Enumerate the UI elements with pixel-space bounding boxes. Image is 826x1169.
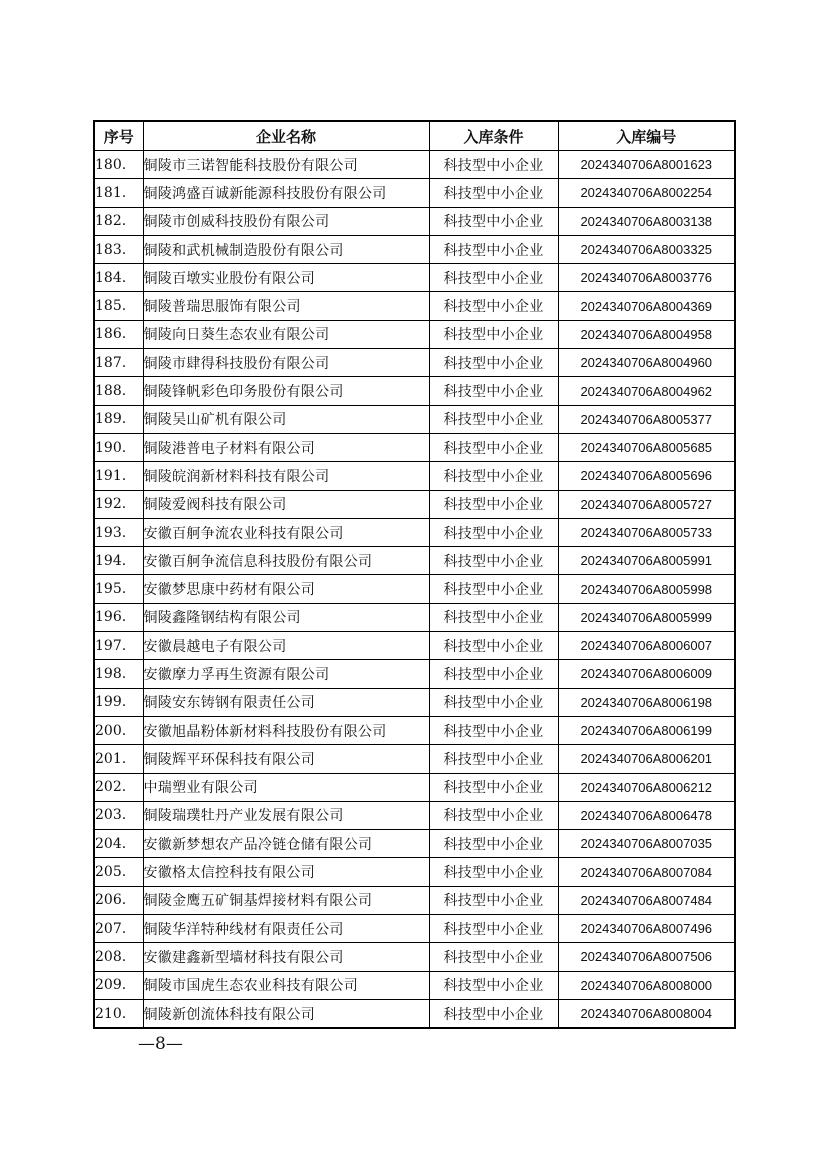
admission-code: 2024340706A8006201 bbox=[558, 745, 735, 773]
admission-code: 2024340706A8005685 bbox=[558, 433, 735, 461]
row-index: 188. bbox=[94, 377, 143, 405]
row-index: 191. bbox=[94, 462, 143, 490]
admission-code: 2024340706A8004958 bbox=[558, 320, 735, 348]
admission-condition: 科技型中小企业 bbox=[429, 349, 558, 377]
enterprise-name: 铜陵华洋特种线材有限责任公司 bbox=[143, 915, 429, 943]
admission-condition: 科技型中小企业 bbox=[429, 235, 558, 263]
enterprise-name: 铜陵瑞璞牡丹产业发展有限公司 bbox=[143, 801, 429, 829]
table-row bbox=[94, 462, 735, 490]
admission-code: 2024340706A8003325 bbox=[558, 235, 735, 263]
admission-code: 2024340706A8007484 bbox=[558, 886, 735, 914]
table-row bbox=[94, 235, 735, 263]
admission-code: 2024340706A8006199 bbox=[558, 716, 735, 744]
admission-condition: 科技型中小企业 bbox=[429, 490, 558, 518]
table-row bbox=[94, 999, 735, 1028]
row-index: 206. bbox=[94, 886, 143, 914]
admission-code: 2024340706A8006212 bbox=[558, 773, 735, 801]
table-row bbox=[94, 490, 735, 518]
table-row bbox=[94, 773, 735, 801]
admission-condition: 科技型中小企业 bbox=[429, 518, 558, 546]
table-row bbox=[94, 943, 735, 971]
admission-code: 2024340706A8006198 bbox=[558, 688, 735, 716]
row-index: 207. bbox=[94, 915, 143, 943]
enterprise-name: 安徽新梦想农产品冷链仓储有限公司 bbox=[143, 830, 429, 858]
page-number: —8— bbox=[138, 1034, 183, 1054]
row-index: 201. bbox=[94, 745, 143, 773]
enterprise-name: 安徽百舸争流信息科技股份有限公司 bbox=[143, 547, 429, 575]
admission-code: 2024340706A8008000 bbox=[558, 971, 735, 999]
admission-code: 2024340706A8006007 bbox=[558, 632, 735, 660]
enterprise-name: 铜陵爱阀科技有限公司 bbox=[143, 490, 429, 518]
table-row bbox=[94, 575, 735, 603]
row-index: 184. bbox=[94, 264, 143, 292]
admission-code: 2024340706A8005998 bbox=[558, 575, 735, 603]
enterprise-name: 安徽百舸争流农业科技有限公司 bbox=[143, 518, 429, 546]
admission-code: 2024340706A8005696 bbox=[558, 462, 735, 490]
row-index: 205. bbox=[94, 858, 143, 886]
table-row bbox=[94, 603, 735, 631]
header-code: 入库编号 bbox=[558, 121, 735, 151]
row-index: 182. bbox=[94, 207, 143, 235]
enterprise-name: 铜陵市肆得科技股份有限公司 bbox=[143, 349, 429, 377]
row-index: 202. bbox=[94, 773, 143, 801]
admission-condition: 科技型中小企业 bbox=[429, 264, 558, 292]
admission-code: 2024340706A8002254 bbox=[558, 179, 735, 207]
table-row bbox=[94, 688, 735, 716]
row-index: 209. bbox=[94, 971, 143, 999]
table-row bbox=[94, 151, 735, 179]
row-index: 193. bbox=[94, 518, 143, 546]
admission-code: 2024340706A8005727 bbox=[558, 490, 735, 518]
admission-condition: 科技型中小企业 bbox=[429, 207, 558, 235]
table-row bbox=[94, 915, 735, 943]
admission-condition: 科技型中小企业 bbox=[429, 547, 558, 575]
admission-code: 2024340706A8005377 bbox=[558, 405, 735, 433]
enterprise-name: 铜陵皖润新材料科技有限公司 bbox=[143, 462, 429, 490]
table-row bbox=[94, 801, 735, 829]
admission-condition: 科技型中小企业 bbox=[429, 660, 558, 688]
admission-code: 2024340706A8003776 bbox=[558, 264, 735, 292]
admission-condition: 科技型中小企业 bbox=[429, 433, 558, 461]
admission-condition: 科技型中小企业 bbox=[429, 151, 558, 179]
enterprise-name: 铜陵百墩实业股份有限公司 bbox=[143, 264, 429, 292]
enterprise-name: 铜陵市三诺智能科技股份有限公司 bbox=[143, 151, 429, 179]
table-row bbox=[94, 886, 735, 914]
enterprise-name: 安徽摩力孚再生资源有限公司 bbox=[143, 660, 429, 688]
admission-condition: 科技型中小企业 bbox=[429, 745, 558, 773]
admission-code: 2024340706A8005991 bbox=[558, 547, 735, 575]
admission-code: 2024340706A8008004 bbox=[558, 999, 735, 1028]
admission-condition: 科技型中小企业 bbox=[429, 292, 558, 320]
admission-condition: 科技型中小企业 bbox=[429, 405, 558, 433]
row-index: 187. bbox=[94, 349, 143, 377]
admission-code: 2024340706A8001623 bbox=[558, 151, 735, 179]
admission-condition: 科技型中小企业 bbox=[429, 603, 558, 631]
table-row bbox=[94, 660, 735, 688]
row-index: 194. bbox=[94, 547, 143, 575]
admission-condition: 科技型中小企业 bbox=[429, 915, 558, 943]
admission-code: 2024340706A8007035 bbox=[558, 830, 735, 858]
row-index: 200. bbox=[94, 716, 143, 744]
row-index: 204. bbox=[94, 830, 143, 858]
row-index: 183. bbox=[94, 235, 143, 263]
admission-condition: 科技型中小企业 bbox=[429, 632, 558, 660]
enterprise-table bbox=[93, 120, 736, 1029]
enterprise-name: 铜陵金鹰五矿铜基焊接材料有限公司 bbox=[143, 886, 429, 914]
admission-condition: 科技型中小企业 bbox=[429, 462, 558, 490]
row-index: 208. bbox=[94, 943, 143, 971]
enterprise-name: 安徽晨越电子有限公司 bbox=[143, 632, 429, 660]
admission-code: 2024340706A8007084 bbox=[558, 858, 735, 886]
admission-code: 2024340706A8007506 bbox=[558, 943, 735, 971]
table-body bbox=[94, 151, 735, 1029]
admission-code: 2024340706A8003138 bbox=[558, 207, 735, 235]
table-row bbox=[94, 632, 735, 660]
enterprise-name: 铜陵和武机械制造股份有限公司 bbox=[143, 235, 429, 263]
admission-code: 2024340706A8004960 bbox=[558, 349, 735, 377]
table-row bbox=[94, 292, 735, 320]
enterprise-name: 铜陵新创流体科技有限公司 bbox=[143, 999, 429, 1028]
row-index: 180. bbox=[94, 151, 143, 179]
admission-condition: 科技型中小企业 bbox=[429, 801, 558, 829]
table-row bbox=[94, 264, 735, 292]
admission-condition: 科技型中小企业 bbox=[429, 999, 558, 1028]
admission-condition: 科技型中小企业 bbox=[429, 716, 558, 744]
admission-condition: 科技型中小企业 bbox=[429, 858, 558, 886]
enterprise-name: 铜陵鸿盛百诚新能源科技股份有限公司 bbox=[143, 179, 429, 207]
table-row bbox=[94, 716, 735, 744]
admission-condition: 科技型中小企业 bbox=[429, 575, 558, 603]
enterprise-name: 铜陵港普电子材料有限公司 bbox=[143, 433, 429, 461]
table-header-row bbox=[94, 121, 735, 151]
admission-condition: 科技型中小企业 bbox=[429, 179, 558, 207]
table-row bbox=[94, 830, 735, 858]
table-row bbox=[94, 971, 735, 999]
enterprise-name: 铜陵向日葵生态农业有限公司 bbox=[143, 320, 429, 348]
table-row bbox=[94, 207, 735, 235]
table-row bbox=[94, 320, 735, 348]
enterprise-name: 安徽梦思康中药材有限公司 bbox=[143, 575, 429, 603]
table-row bbox=[94, 377, 735, 405]
table-row bbox=[94, 179, 735, 207]
enterprise-name: 铜陵吴山矿机有限公司 bbox=[143, 405, 429, 433]
enterprise-name: 铜陵锋帆彩色印务股份有限公司 bbox=[143, 377, 429, 405]
header-condition: 入库条件 bbox=[429, 121, 558, 151]
admission-condition: 科技型中小企业 bbox=[429, 773, 558, 801]
table-row bbox=[94, 858, 735, 886]
enterprise-name: 中瑞塑业有限公司 bbox=[143, 773, 429, 801]
admission-code: 2024340706A8006009 bbox=[558, 660, 735, 688]
header-enterprise-name: 企业名称 bbox=[143, 121, 429, 151]
admission-condition: 科技型中小企业 bbox=[429, 830, 558, 858]
table-row bbox=[94, 405, 735, 433]
admission-condition: 科技型中小企业 bbox=[429, 688, 558, 716]
enterprise-name: 铜陵市创威科技股份有限公司 bbox=[143, 207, 429, 235]
admission-code: 2024340706A8005999 bbox=[558, 603, 735, 631]
table-row bbox=[94, 547, 735, 575]
row-index: 186. bbox=[94, 320, 143, 348]
admission-code: 2024340706A8004962 bbox=[558, 377, 735, 405]
admission-code: 2024340706A8004369 bbox=[558, 292, 735, 320]
row-index: 189. bbox=[94, 405, 143, 433]
enterprise-name: 安徽旭晶粉体新材料科技股份有限公司 bbox=[143, 716, 429, 744]
row-index: 199. bbox=[94, 688, 143, 716]
table-row bbox=[94, 518, 735, 546]
table-row bbox=[94, 433, 735, 461]
row-index: 210. bbox=[94, 999, 143, 1028]
enterprise-name: 安徽建鑫新型墙材科技有限公司 bbox=[143, 943, 429, 971]
row-index: 181. bbox=[94, 179, 143, 207]
row-index: 195. bbox=[94, 575, 143, 603]
enterprise-name: 铜陵鑫隆钢结构有限公司 bbox=[143, 603, 429, 631]
row-index: 197. bbox=[94, 632, 143, 660]
admission-code: 2024340706A8005733 bbox=[558, 518, 735, 546]
row-index: 185. bbox=[94, 292, 143, 320]
row-index: 196. bbox=[94, 603, 143, 631]
admission-condition: 科技型中小企业 bbox=[429, 377, 558, 405]
admission-condition: 科技型中小企业 bbox=[429, 886, 558, 914]
row-index: 198. bbox=[94, 660, 143, 688]
enterprise-name: 铜陵市国虎生态农业科技有限公司 bbox=[143, 971, 429, 999]
admission-code: 2024340706A8007496 bbox=[558, 915, 735, 943]
header-index: 序号 bbox=[94, 121, 143, 151]
row-index: 190. bbox=[94, 433, 143, 461]
admission-condition: 科技型中小企业 bbox=[429, 971, 558, 999]
admission-condition: 科技型中小企业 bbox=[429, 320, 558, 348]
enterprise-name: 铜陵辉平环保科技有限公司 bbox=[143, 745, 429, 773]
row-index: 203. bbox=[94, 801, 143, 829]
table-row bbox=[94, 349, 735, 377]
table-row bbox=[94, 745, 735, 773]
enterprise-name: 安徽格太信控科技有限公司 bbox=[143, 858, 429, 886]
admission-code: 2024340706A8006478 bbox=[558, 801, 735, 829]
enterprise-name: 铜陵安东铸钢有限责任公司 bbox=[143, 688, 429, 716]
enterprise-name: 铜陵普瑞思服饰有限公司 bbox=[143, 292, 429, 320]
row-index: 192. bbox=[94, 490, 143, 518]
admission-condition: 科技型中小企业 bbox=[429, 943, 558, 971]
